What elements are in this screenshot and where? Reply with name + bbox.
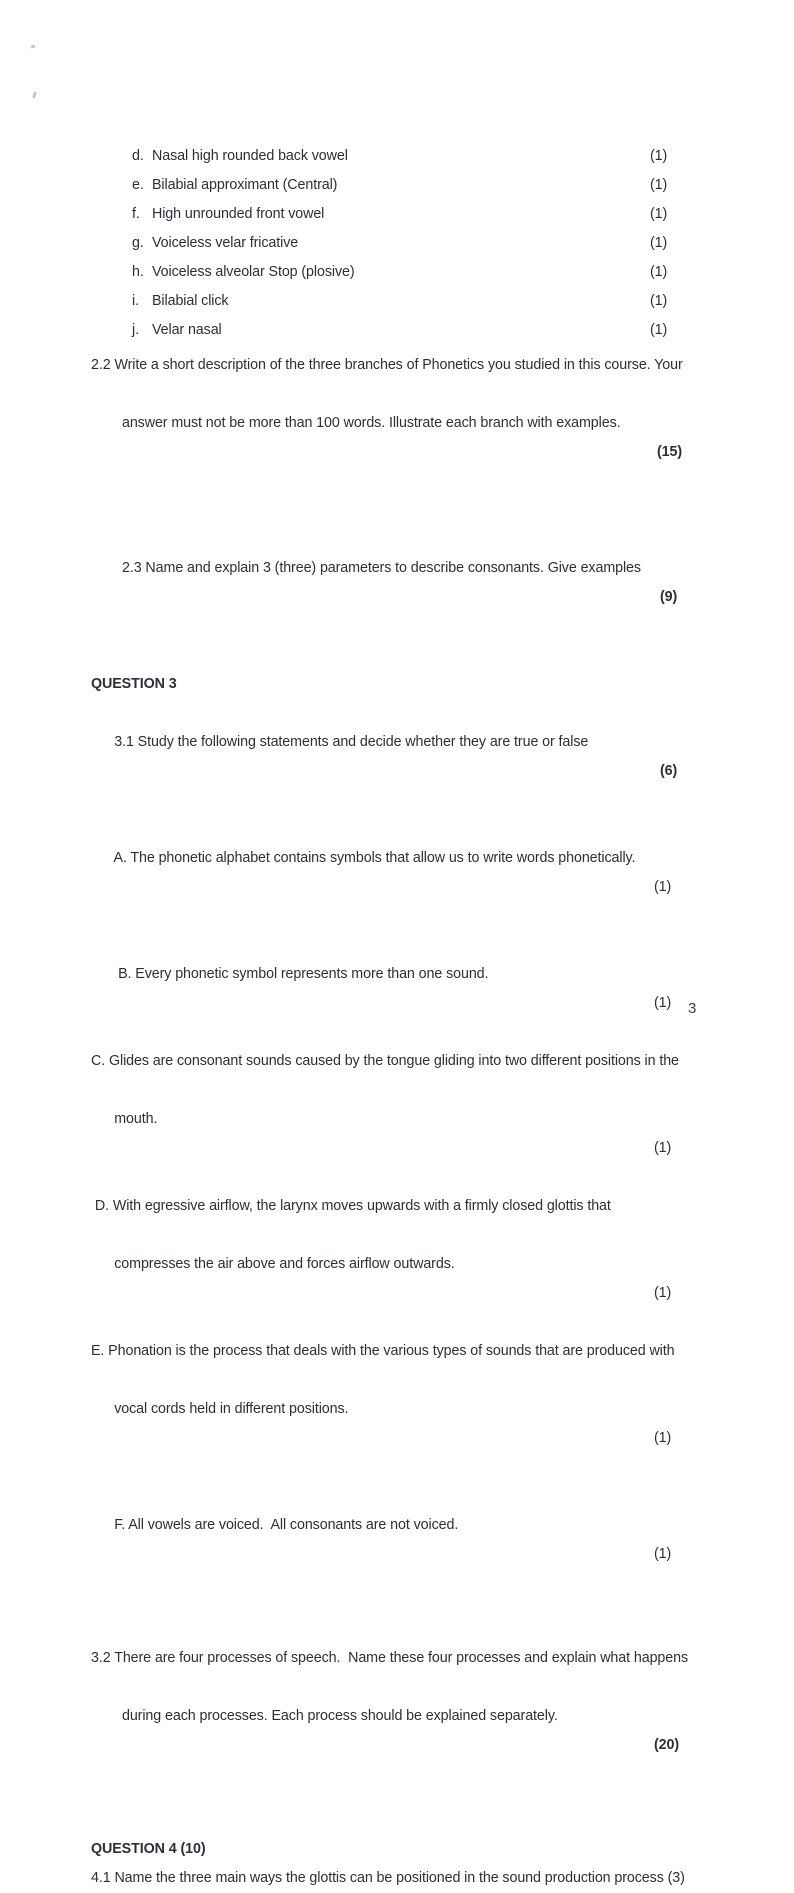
list-item — [91, 264, 703, 293]
list-item — [91, 322, 703, 351]
question2-2-line1: 2.2 Write a short description of the three branches of Phonetics you studied in this course. Your — [91, 357, 683, 373]
statement-c-line2-text: mouth. — [114, 1111, 158, 1127]
list-marker: e. — [132, 177, 144, 193]
statement-f — [91, 1482, 703, 1598]
spacer — [91, 1598, 703, 1644]
scan-speck-icon — [31, 45, 36, 49]
statement-a-text: A. The phonetic alphabet contains symbols that allow us to write words phonetically. — [113, 850, 636, 866]
marks-allocation: (1) — [650, 235, 668, 251]
statement-b — [91, 931, 703, 1047]
marks-allocation: (20) — [654, 1737, 680, 1753]
question4-heading-row — [91, 1835, 703, 1864]
question3-1-line1 — [91, 699, 703, 815]
marks-allocation: (1) — [650, 264, 668, 280]
statement-f-text: F. All vowels are voiced. All consonants are not voiced. — [114, 1517, 459, 1533]
statement-c-line2 — [91, 1076, 703, 1192]
question3-2-line1: 3.2 There are four processes of speech. Name these four processes and explain what happens — [91, 1650, 689, 1666]
spacer — [91, 496, 703, 525]
list-marker: g. — [132, 235, 144, 251]
question2-2-block — [91, 351, 703, 496]
list-item-text: Velar nasal — [152, 322, 222, 338]
question2-2-line2-text: answer must not be more than 100 words. Illustrate each branch with examples. — [121, 415, 621, 431]
statement-e-line1: E. Phonation is the process that deals with the various types of sounds that are produced with — [91, 1343, 675, 1359]
list-item-text: Bilabial click — [152, 293, 229, 309]
marks-allocation: (10) — [180, 1841, 206, 1857]
list-item-text: Nasal high rounded back vowel — [152, 148, 348, 164]
marks-allocation: (1) — [650, 148, 668, 164]
spacer — [91, 1789, 703, 1835]
marks-allocation: (1) — [654, 995, 672, 1011]
scan-speck-icon — [32, 92, 37, 99]
statement-e-line2 — [91, 1366, 703, 1482]
list-marker: i. — [132, 293, 139, 309]
question3-1-line1-text: 3.1 Study the following statements and decide whether they are true or false — [114, 734, 589, 750]
marks-allocation: (1) — [650, 322, 668, 338]
question2-1-sublist — [91, 148, 703, 351]
question2-3-line1-text: 2.3 Name and explain 3 (three) parameters to describe consonants. Give examples — [121, 560, 641, 576]
question2-3-block — [91, 525, 703, 641]
list-item-text: Voiceless alveolar Stop (plosive) — [152, 264, 355, 280]
statement-a — [91, 815, 703, 931]
list-item-text: Bilabial approximant (Central) — [152, 177, 338, 193]
question3-heading: QUESTION 3 — [91, 676, 177, 692]
list-marker: f. — [132, 206, 140, 222]
marks-allocation: (1) — [654, 1285, 672, 1301]
marks-allocation: (9) — [660, 589, 678, 605]
statement-d-line2-text: compresses the air above and forces airflow outwards. — [114, 1256, 455, 1272]
marks-allocation: (1) — [654, 1140, 672, 1156]
list-item-text: Voiceless velar fricative — [152, 235, 299, 251]
marks-allocation: (1) — [650, 206, 668, 222]
list-item — [91, 148, 703, 177]
statement-d-line2 — [91, 1221, 703, 1337]
list-marker: h. — [132, 264, 144, 280]
question4-heading: QUESTION 4 — [91, 1841, 177, 1857]
question2-2-line2 — [91, 380, 703, 496]
list-marker: j. — [132, 322, 139, 338]
list-item-text: High unrounded front vowel — [152, 206, 325, 222]
list-marker: d. — [132, 148, 144, 164]
marks-allocation: (15) — [657, 444, 683, 460]
page-number: 3 — [688, 1000, 697, 1017]
list-item — [91, 177, 703, 206]
marks-allocation: (6) — [660, 763, 678, 779]
statement-b-text: B. Every phonetic symbol represents more than one sound. — [114, 966, 489, 982]
list-item — [91, 206, 703, 235]
question3-2-block — [91, 1644, 703, 1789]
statement-e-line2-text: vocal cords held in different positions. — [114, 1401, 349, 1417]
question3-2-line2-text: during each processes. Each process should be explained separately. — [121, 1708, 558, 1724]
marks-allocation: (1) — [654, 1430, 672, 1446]
statement-c-line1: C. Glides are consonant sounds caused by the tongue gliding into two different positions in the — [91, 1053, 679, 1069]
marks-allocation: (1) — [650, 177, 668, 193]
page-content — [91, 148, 703, 1893]
list-item — [91, 293, 703, 322]
marks-allocation: (1) — [654, 879, 672, 895]
question4-1-line1: 4.1 Name the three main ways the glottis can be positioned in the sound production process (3) — [91, 1870, 685, 1886]
marks-allocation: (1) — [654, 1546, 672, 1562]
question2-3-line1 — [91, 525, 703, 641]
list-item — [91, 235, 703, 264]
statement-d-line1: D. With egressive airflow, the larynx moves upwards with a firmly closed glottis that — [91, 1198, 611, 1214]
question3-2-line2 — [91, 1673, 703, 1789]
marks-allocation: (1) — [650, 293, 668, 309]
spacer — [91, 641, 703, 670]
